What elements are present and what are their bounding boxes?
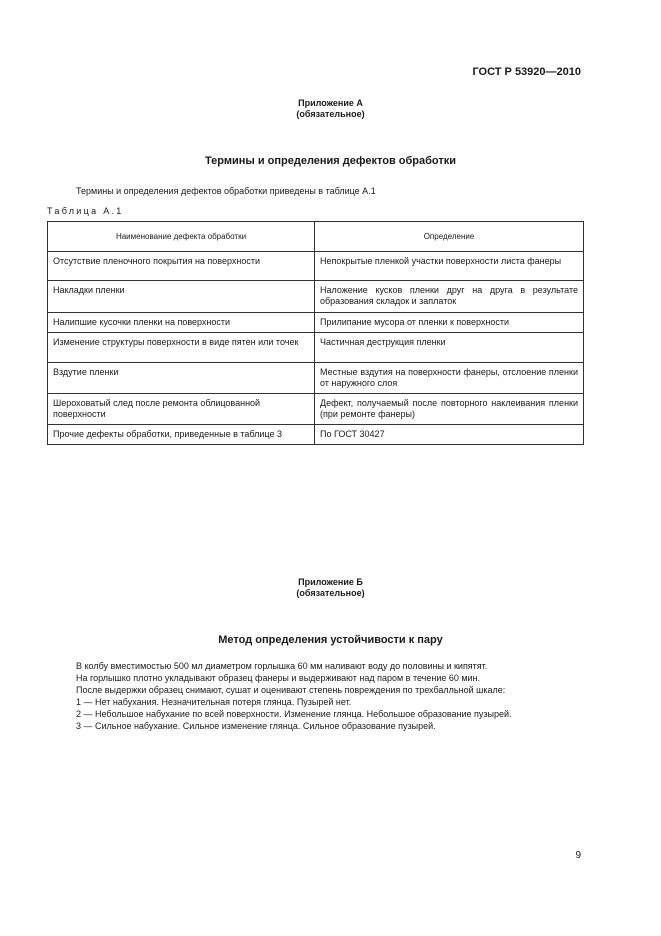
appendix-b-title: Приложение Б [298,577,363,587]
defect-cell: Вздутие пленки [48,363,315,394]
appendix-a-heading: Термины и определения дефектов обработки [204,155,457,167]
defect-cell: Изменение структуры поверхности в виде пятен или точек [48,333,315,363]
scale-item-1: 1 — Нет набухания. Незначительная потеря глянца. Пузырей нет. [76,697,352,707]
defect-cell: Накладки пленки [48,281,315,313]
defects-table [47,221,584,445]
appendix-b-heading: Метод определения устойчивости к пару [218,634,443,646]
table-row [48,333,584,363]
scale-item-2: 2 — Небольшое набухание по всей поверхности. Изменение глянца. Небольшое образование пузырей. [76,709,512,719]
table-row [48,252,584,281]
definition-cell: Наложение кусков пленки друг на друга в результате образования складок и заплаток [315,281,584,313]
defect-cell: Шероховатый след после ремонта облицованной поверхности [48,394,315,425]
scale-item-3: 3 — Сильное набухание. Сильное изменение глянца. Сильное образование пузырей. [76,721,436,731]
method-paragraph: После выдержки образец снимают, сушат и оценивают степень повреждения по трехбалльной шкале: [76,685,506,695]
definition-cell: Прилипание мусора от пленки к поверхности [315,313,584,333]
column-header-defect: Наименование дефекта обработки [48,222,315,252]
table-row [48,425,584,445]
appendix-a-status: (обязательное) [296,109,365,119]
table-caption: Таблица А.1 [47,206,124,216]
table-row [48,363,584,394]
definition-cell: Дефект, получаемый после повторного наклеивания пленки (при ремонте фанеры) [315,394,584,425]
defect-cell: Прочие дефекты обработки, приведенные в таблице 3 [48,425,315,445]
definition-cell: Непокрытые пленкой участки поверхности листа фанеры [315,252,584,281]
column-header-definition: Определение [315,222,584,252]
definition-cell: Местные вздутия на поверхности фанеры, отслоение пленки от наружного слоя [315,363,584,394]
appendix-b-status: (обязательное) [296,588,365,598]
definition-cell: По ГОСТ 30427 [315,425,584,445]
definition-cell: Частичная деструкция пленки [315,333,584,363]
defect-cell: Отсутствие пленочного покрытия на поверхности [48,252,315,281]
appendix-a-title: Приложение А [298,98,363,108]
document-code: ГОСТ Р 53920—2010 [472,66,581,78]
method-paragraph: В колбу вместимостью 500 мл диаметром горлышка 60 мм наливают воду до половины и кипятят. [76,661,488,671]
method-paragraph: На горлышко плотно укладывают образец фанеры и выдерживают над паром в течение 60 мин. [76,673,481,683]
defect-cell: Налипшие кусочки пленки на поверхности [48,313,315,333]
table-row [48,281,584,313]
table-header-row [48,222,584,252]
page-number: 9 [575,850,581,861]
table-row [48,313,584,333]
table-row [48,394,584,425]
appendix-a-intro: Термины и определения дефектов обработки приведены в таблице А.1 [76,186,376,196]
